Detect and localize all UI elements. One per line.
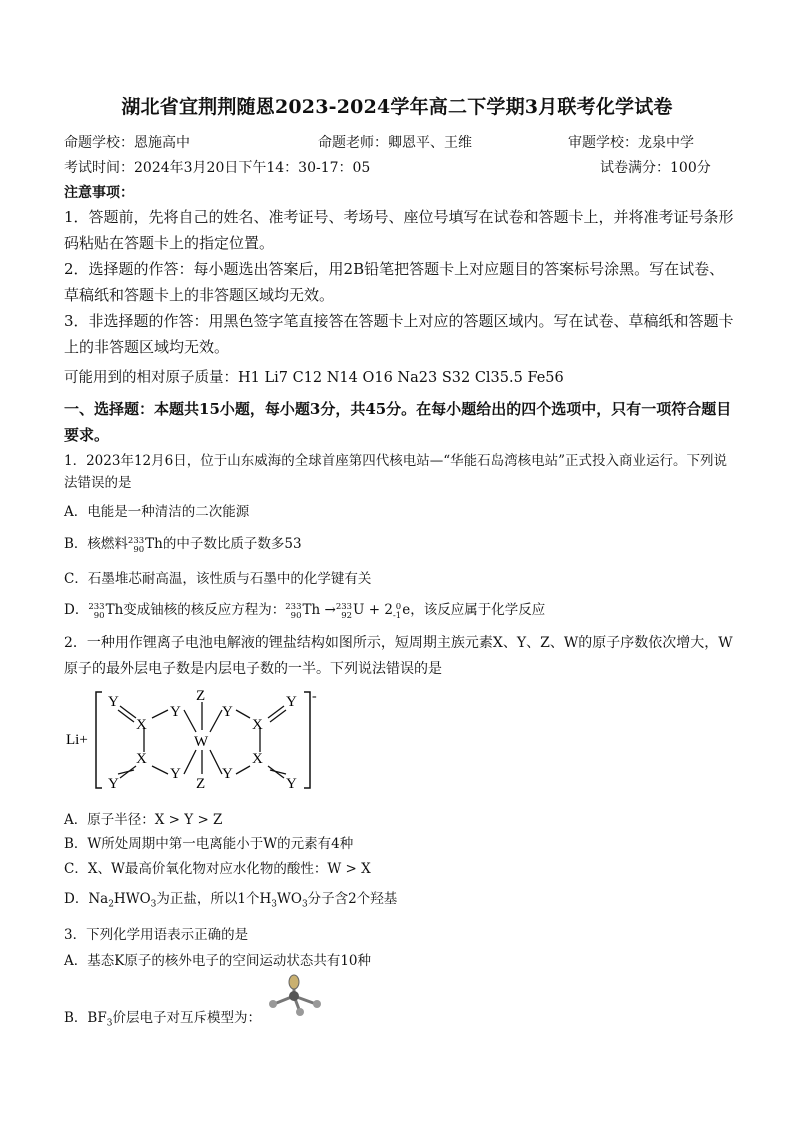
- q1-option-c: C．石墨堆芯耐高温，该性质与石墨中的化学键有关: [64, 571, 372, 587]
- section-heading: 一、选择题：本题共15小题，每小题3分，共45分。在每小题给出的四个选项中，只有一项符合题目要求。: [64, 400, 732, 444]
- atom-y: Y: [108, 776, 119, 792]
- q1-d-arrow: Th →: [302, 602, 336, 618]
- review-school-info: 审题学校：龙泉中学: [568, 135, 694, 151]
- q2-d-text: HWO: [113, 891, 151, 907]
- q2-stem: 2．一种用作锂离子电池电解液的锂盐结构如图所示，短周期主族元素X、Y、Z、W的原子序数依次增大，W原子的最外层电子数是内层电子数的一半。下列说法错误的是: [64, 635, 733, 677]
- anion-charge: -: [312, 689, 317, 704]
- atom-w: W: [194, 734, 209, 750]
- atom-z: Z: [196, 776, 206, 792]
- atom-y: Y: [170, 766, 181, 782]
- left-bracket: [96, 692, 102, 788]
- q1-stem: 1．2023年12月6日，位于山东威海的全球首座第四代核电站—“华能石岛湾核电站”正式投入商业运行。下列说法错误的是: [64, 453, 728, 491]
- q1-option-b: [64, 532, 302, 554]
- q2-d-text: D．Na: [64, 891, 109, 907]
- subscript: 2: [108, 899, 114, 910]
- q1-d-uranium: U + 2: [353, 602, 393, 618]
- q1-option-a: A．电能是一种清洁的二次能源: [64, 504, 250, 520]
- q1-b-suffix: 的中子数比质子数多53: [162, 536, 302, 552]
- atom-x: X: [252, 717, 263, 733]
- school-info: 命题学校：恩施高中: [64, 135, 190, 151]
- q1-d-text-1: Th变成铀核的核反应方程为：: [105, 602, 286, 618]
- notice-item-2: 2．选择题的作答：每小题选出答案后，用2B铅笔把答题卡上对应题目的答案标号涂黑。写在试卷、草稿纸和答题卡上的非答题区域均无效。: [64, 260, 725, 304]
- atom-y: Y: [222, 704, 233, 720]
- notice-heading: 注意事项：: [64, 185, 134, 201]
- q1-d-suffix: e，该反应属于化学反应: [402, 602, 546, 618]
- atomic-masses: 可能用到的相对原子质量：H1 Li7 C12 N14 O16 Na23 S32 Cl35.5 Fe56: [64, 370, 564, 386]
- teacher-info: 命题老师：卿恩平、王维: [318, 135, 472, 151]
- electron-mass-number: 0: [395, 601, 402, 612]
- q1-option-d: [64, 598, 545, 620]
- q1-b-prefix: B．核燃料: [64, 536, 128, 552]
- atom-x: X: [136, 751, 147, 767]
- q1-d-prefix: D．: [64, 602, 89, 618]
- atomic-number: 90: [93, 610, 105, 621]
- right-bracket: [304, 692, 310, 788]
- atom-y: Y: [222, 766, 233, 782]
- mass-number: 233: [88, 601, 105, 612]
- bf3-vsepr-model-image: [266, 974, 326, 1018]
- q3-stem: 3．下列化学用语表示正确的是: [64, 927, 249, 943]
- notice-item-1: 1．答题前，先将自己的姓名、准考证号、考场号、座位号填写在试卷和答题卡上，并将准考证号条形码粘贴在答题卡上的指定位置。: [64, 208, 734, 252]
- atom-x: X: [136, 717, 147, 733]
- q3-option-b: [64, 1006, 261, 1029]
- atom-y: Y: [108, 694, 119, 710]
- q3-option-a: A．基态K原子的核外电子的空间运动状态共有10种: [64, 953, 372, 969]
- atom-y: Y: [286, 776, 297, 792]
- q2-option-b: B．W所处周期中第一电离能小于W的元素有4种: [64, 836, 354, 852]
- subscript: 3: [301, 899, 308, 910]
- atomic-number: 92: [341, 610, 353, 621]
- q1-d-nuclide-3: [336, 603, 352, 621]
- atomic-number: 90: [290, 610, 302, 621]
- q2-d-text: 分子含2个羟基: [307, 891, 398, 907]
- mass-number: 233: [127, 535, 145, 546]
- atom-z: Z: [196, 688, 206, 704]
- subscript: 3: [150, 899, 157, 910]
- mass-number: 233: [285, 601, 302, 612]
- atomic-number: 90: [133, 544, 145, 555]
- q1-d-nuclide-1: [88, 603, 104, 621]
- atom-x: X: [252, 751, 263, 767]
- q1-b-symbol: Th: [145, 536, 163, 552]
- notice-item-3: 3．非选择题的作答：用黑色签字笔直接答在答题卡上对应的答题区域内。写在试卷、草稿纸和答题卡上的非答题区域均无效。: [64, 312, 734, 356]
- full-score: 试卷满分：100分: [600, 160, 711, 176]
- li-cation-label: Li+: [66, 732, 88, 748]
- q2-option-a: A．原子半径：X > Y > Z: [64, 812, 223, 828]
- q2-option-c: C．X、W最高价氧化物对应水化物的酸性：W > X: [64, 861, 371, 877]
- q2-d-text: WO: [276, 891, 302, 907]
- atom-y: Y: [286, 694, 297, 710]
- q2-d-text: 为正盐，所以1个H: [156, 891, 272, 907]
- atom-labels: [108, 688, 297, 792]
- q3-b-text: 价层电子对互斥模型为：: [112, 1010, 261, 1026]
- subscript: 3: [271, 899, 277, 910]
- exam-title: 湖北省宜荆荆随恩2023-2024学年高二下学期3月联考化学试卷: [121, 96, 673, 118]
- subscript: 3: [106, 1018, 113, 1029]
- q2-option-d: [64, 887, 397, 910]
- lithium-salt-structure-diagram: [64, 688, 334, 796]
- q1-b-nuclide-numbers: [128, 537, 144, 555]
- atom-y: Y: [170, 704, 181, 720]
- q3-b-text: B．BF: [64, 1010, 107, 1026]
- exam-time: 考试时间：2024年3月20日下午14：30-17：05: [64, 160, 371, 176]
- q1-d-nuclide-2: [285, 603, 301, 621]
- q1-d-electron-numbers: [393, 603, 401, 621]
- mass-number: 233: [335, 601, 353, 612]
- electron-charge-number: -1: [392, 610, 402, 621]
